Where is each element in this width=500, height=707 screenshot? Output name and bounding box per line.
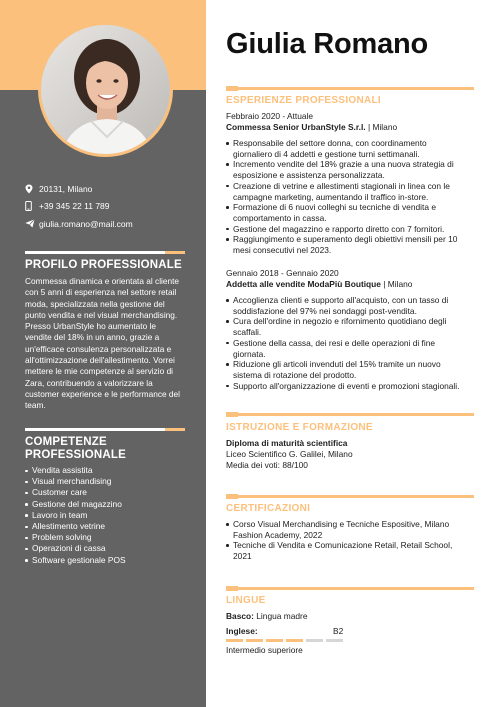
profile-title: PROFILO PROFESSIONALE	[25, 259, 182, 271]
job-date: Febbraio 2020 - Attuale	[226, 111, 314, 121]
list-item: Operazioni di cassa	[25, 543, 190, 554]
skills-title: COMPETENZE PROFESSIONALE	[25, 436, 127, 461]
level-segment	[246, 639, 263, 642]
experience-title: ESPERIENZE PROFESSIONALI	[226, 95, 382, 106]
list-item: Formazione di 6 nuovi colleghi su tecniche di vendita e comportamento in cassa.	[226, 202, 476, 223]
job-title: Commessa Senior UrbanStyle S.r.l. | Milano	[226, 122, 398, 132]
list-item: Customer care	[25, 487, 190, 498]
phone-text: +39 345 22 11 789	[39, 201, 110, 211]
list-item: Gestione del magazzino	[25, 499, 190, 510]
section-divider	[226, 495, 474, 498]
language-basic: Basco: Lingua madre	[226, 611, 308, 621]
list-item: Gestione del magazzino e rapporto diretto con 7 fornitori.	[226, 224, 476, 235]
level-segment	[306, 639, 323, 642]
list-item: Visual merchandising	[25, 476, 190, 487]
contact-location	[25, 180, 195, 197]
phone-icon	[25, 201, 39, 211]
list-item: Problem solving	[25, 532, 190, 543]
job-title: Addetta alle vendite ModaPiù Boutique | Milano	[226, 279, 413, 289]
list-item: Supporto all'organizzazione di eventi e promozioni stagionali.	[226, 381, 476, 392]
list-item: Software gestionale POS	[25, 555, 190, 566]
job-date: Gennaio 2018 - Gennaio 2020	[226, 268, 339, 278]
location-text: 20131, Milano	[39, 183, 93, 194]
candidate-name: Giulia Romano	[226, 28, 429, 60]
level-segment	[326, 639, 343, 642]
list-item: Accoglienza clienti e supporto all'acquisto, con un tasso di soddisfazione del 97% nei sondaggi post-vendita.	[226, 295, 476, 316]
list-item: Raggiungimento e superamento degli obiettivi mensili per 10 mesi consecutivi nel 2023.	[226, 234, 476, 255]
list-item: Lavoro in team	[25, 510, 190, 521]
contact-phone	[25, 198, 195, 215]
divider	[25, 251, 185, 254]
list-item: Gestione della cassa, dei resi e delle operazioni di fine giornata.	[226, 338, 476, 359]
certifications-list	[226, 519, 476, 562]
level-segment	[266, 639, 283, 642]
education-title: ISTRUZIONE E FORMAZIONE	[226, 422, 373, 433]
education-school: Liceo Scientifico G. Galilei, Milano	[226, 449, 353, 459]
education-degree: Diploma di maturità scientifica	[226, 438, 348, 448]
certifications-title: CERTIFICAZIONI	[226, 503, 311, 514]
contact-info	[25, 180, 195, 233]
paper-plane-icon	[25, 219, 39, 228]
section-divider	[226, 587, 474, 590]
email-text[interactable]: giulia.romano@mail.com	[39, 218, 133, 229]
location-pin-icon	[25, 184, 39, 194]
contact-email[interactable]	[25, 215, 195, 232]
list-item: Responsabile del settore donna, con coordinamento giornaliero di 4 addetti e gestione turni settimanali.	[226, 138, 476, 159]
level-segment	[286, 639, 303, 642]
list-item: Tecniche di Vendita e Comunicazione Retail, Retail School, 2021	[226, 540, 476, 561]
list-item: Incremento vendite del 18% grazie a una nuova strategia di esposizione e assistenza personalizzata.	[226, 159, 476, 180]
education-grade: Media dei voti: 88/100	[226, 460, 308, 470]
section-divider	[226, 413, 474, 416]
job-bullets	[226, 295, 476, 391]
divider	[25, 428, 185, 431]
language-level-bar	[226, 639, 343, 642]
language-english-level: B2	[333, 626, 344, 636]
list-item: Creazione di vetrine e allestimenti stagionali in linea con le campagne marketing, aumentando il traffico in-store.	[226, 181, 476, 202]
language-english-label: Inglese:	[226, 626, 258, 636]
profile-text: Commessa dinamica e orientata al cliente con 5 anni di esperienza nel settore retail moda, specializzata nella gestione del punto vendita e nel visual merchandising. Presso UrbanStyle ho aumentato le vendite del 18% in un anno, grazie a un'efficace consulenza personalizzata e all'ottimizzazione dell'allestimento. Vorrei mettere le mie competenze al servizio di Zara, contribuendo a valorizzare la customer experience e le performance del team.	[25, 276, 180, 411]
skills-list	[25, 465, 190, 566]
list-item: Vendita assistita	[25, 465, 190, 476]
level-segment	[226, 639, 243, 642]
list-item: Cura dell'ordine in negozio e rifornimento quotidiano degli scaffali.	[226, 316, 476, 337]
section-divider	[226, 87, 474, 90]
job-bullets	[226, 138, 476, 256]
list-item: Allestimento vetrine	[25, 521, 190, 532]
profile-photo	[38, 22, 173, 157]
list-item: Riduzione gli articoli invenduti del 15% tramite un nuovo sistema di rotazione del prodotto.	[226, 359, 476, 380]
list-item: Corso Visual Merchandising e Tecniche Espositive, Milano Fashion Academy, 2022	[226, 519, 476, 540]
languages-title: LINGUE	[226, 595, 266, 606]
language-english-desc: Intermedio superiore	[226, 645, 303, 655]
